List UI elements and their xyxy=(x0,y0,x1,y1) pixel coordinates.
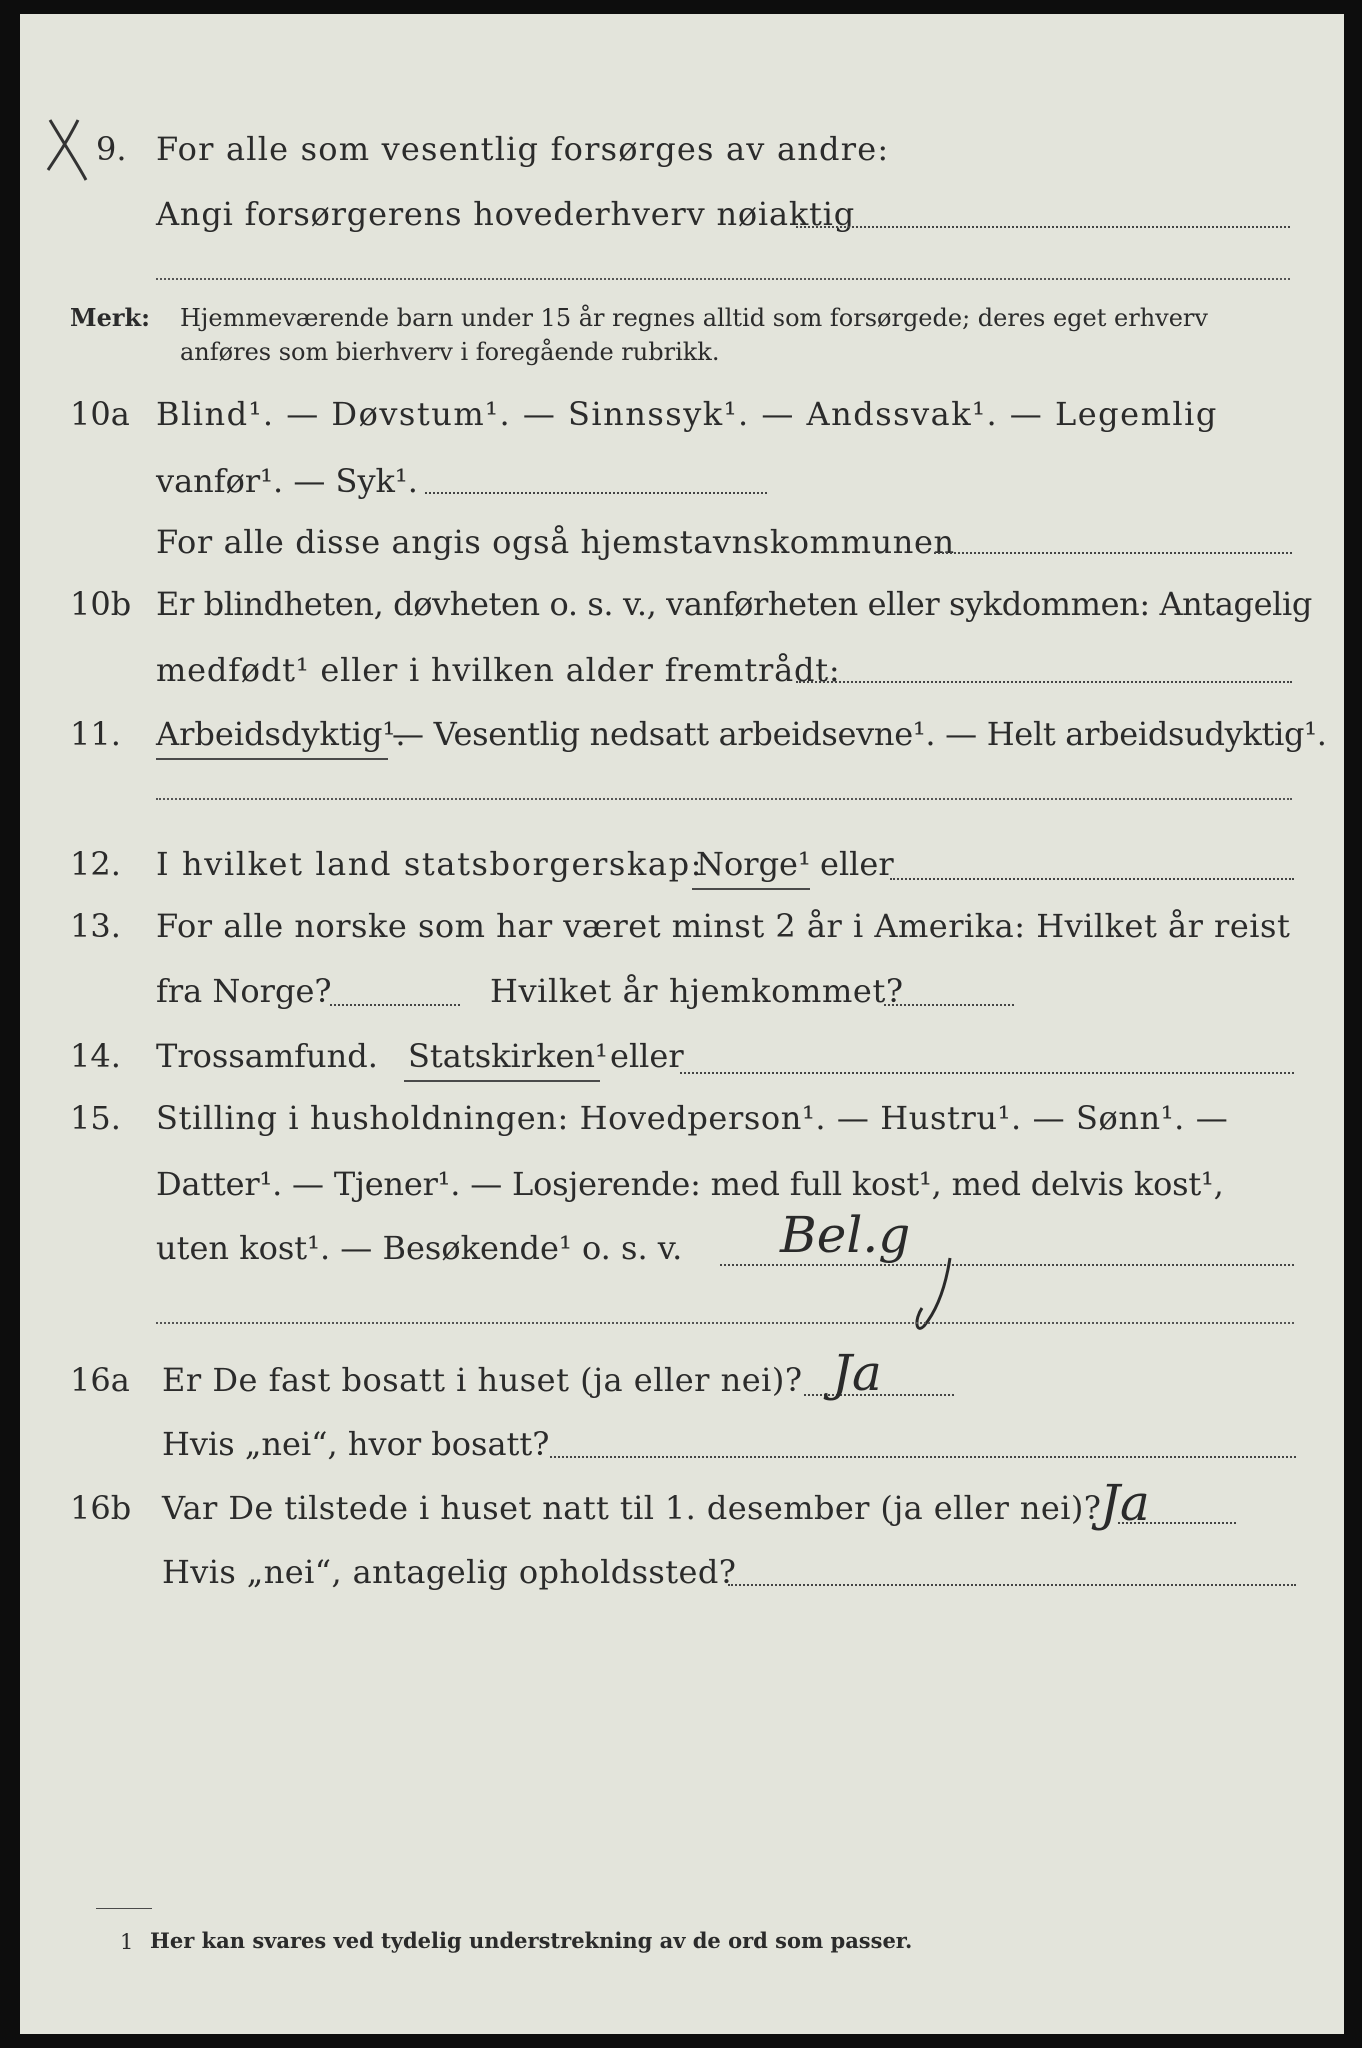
q16b-number: 16b xyxy=(70,1489,132,1527)
q16b-opholdssted-answer-line xyxy=(728,1584,1296,1586)
q10a-number: 10a xyxy=(70,395,130,433)
q13-reist-question: fra Norge? xyxy=(156,972,332,1010)
merk-line2: anføres som bierhverv i foregående rubrikk. xyxy=(180,338,720,366)
q15-handwritten-answer: Bel.g xyxy=(780,1206,911,1264)
q10a-line3: For alle disse angis også hjemstavnskommunen xyxy=(156,523,955,561)
q12-number: 12. xyxy=(70,845,121,883)
q16b-question: Var De tilstede i huset natt til 1. desember (ja eller nei)? xyxy=(162,1489,1102,1527)
q11-answer-line xyxy=(156,798,1292,800)
q14-eller: eller xyxy=(610,1037,684,1075)
q15-answer-line xyxy=(720,1264,1294,1266)
merk-line1: Hjemmeværende barn under 15 år regnes alltid som forsørgede; deres eget erhverv xyxy=(180,304,1208,332)
q16a-number: 16a xyxy=(70,1361,130,1399)
q9-line2: Angi forsørgerens hovederhverv nøiaktig xyxy=(156,195,855,233)
q11-option-arbeidsdyktig: Arbeidsdyktig¹. xyxy=(156,715,406,753)
q13-number: 13. xyxy=(70,907,121,945)
q9-number: 9. xyxy=(96,130,127,168)
q11-underline xyxy=(156,758,388,760)
q13-reist-answer-line xyxy=(330,1004,460,1006)
q15-second-line xyxy=(156,1322,1294,1324)
q16a-hvor-question: Hvis „nei“, hvor bosatt? xyxy=(162,1425,550,1463)
q14-answer-line xyxy=(680,1072,1294,1074)
q13-hjemkommet-answer-line xyxy=(884,1004,1014,1006)
q10a-answer-line xyxy=(425,492,767,494)
q15-line1: Stilling i husholdningen: Hovedperson¹. — Hustru¹. — Sønn¹. — xyxy=(156,1099,1229,1137)
footnote-divider xyxy=(96,1908,152,1909)
q14-question: Trossamfund. xyxy=(156,1037,378,1075)
q11-other-options: — Vesentlig nedsatt arbeidsevne¹. — Helt arbeidsudyktig¹. xyxy=(392,715,1327,753)
q12-option-norge: Norge¹ xyxy=(696,845,811,883)
census-form-page xyxy=(20,14,1344,2034)
q10b-number: 10b xyxy=(70,585,132,623)
q14-option-statskirken: Statskirken¹ xyxy=(408,1037,608,1075)
q12-underline xyxy=(692,888,810,890)
q10b-answer-line xyxy=(796,681,1292,683)
q14-number: 14. xyxy=(70,1037,121,1075)
q16a-question: Er De fast bosatt i huset (ja eller nei)? xyxy=(162,1361,803,1399)
q13-hjemkommet-question: Hvilket år hjemkommet? xyxy=(490,972,904,1010)
q14-underline xyxy=(404,1080,600,1082)
q10b-line1: Er blindheten, døvheten o. s. v., vanførheten eller sykdommen: Antagelig xyxy=(156,585,1312,623)
q9-line1: For alle som vesentlig forsørges av andre: xyxy=(156,130,890,168)
footnote-text: Her kan svares ved tydelig understrekning av de ord som passer. xyxy=(150,1928,913,1953)
q15-line2: Datter¹. — Tjener¹. — Losjerende: med full kost¹, med delvis kost¹, xyxy=(156,1165,1224,1203)
q9-answer-line xyxy=(796,226,1290,228)
q10b-line2: medfødt¹ eller i hvilken alder fremtrådt: xyxy=(156,651,841,689)
q16b-handwritten-answer: Ja xyxy=(1100,1474,1150,1532)
q15-line3: uten kost¹. — Besøkende¹ o. s. v. xyxy=(156,1229,683,1267)
merk-label: Merk: xyxy=(70,303,150,332)
q15-number: 15. xyxy=(70,1099,121,1137)
footnote-mark: 1 xyxy=(120,1930,134,1954)
q9-second-line xyxy=(156,278,1290,280)
q13-line1: For alle norske som har været minst 2 år i Amerika: Hvilket år reist xyxy=(156,907,1291,945)
q10a-kommune-line xyxy=(934,552,1292,554)
q16b-opholdssted-question: Hvis „nei“, antagelig opholdssted? xyxy=(162,1553,737,1591)
q10a-line1: Blind¹. — Døvstum¹. — Sinnssyk¹. — Andssvak¹. — Legemlig xyxy=(156,395,1218,433)
q16a-hvor-answer-line xyxy=(550,1456,1296,1458)
q10a-line2: vanfør¹. — Syk¹. xyxy=(156,462,418,500)
q12-eller: eller xyxy=(820,845,894,883)
q16a-handwritten-answer: Ja xyxy=(832,1344,882,1402)
q11-number: 11. xyxy=(70,715,121,753)
q12-question: I hvilket land statsborgerskap: xyxy=(156,845,704,883)
q12-answer-line xyxy=(890,878,1294,880)
